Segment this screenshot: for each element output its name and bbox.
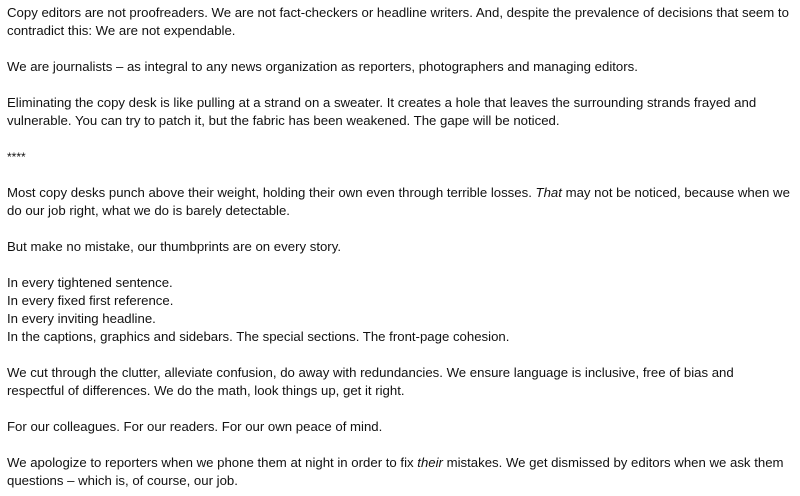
list-block bbox=[7, 274, 800, 346]
paragraph-clutter: We cut through the clutter, alleviate confusion, do away with redundancies. We ensure language is inclusive, free of bias and respectful of differences. We do the math, look things up, get it right. bbox=[7, 365, 734, 398]
paragraph-colleagues: For our colleagues. For our readers. For our own peace of mind. bbox=[7, 419, 383, 434]
paragraph-apologize bbox=[7, 454, 800, 490]
paragraph-apologize-start: We apologize to reporters when we phone them at night in order to fix bbox=[7, 455, 418, 470]
list-line: In the captions, graphics and sidebars. The special sections. The front-page cohesion. bbox=[7, 329, 510, 344]
paragraph-copy-desks-end: may not be noticed, because when we do our job right, what we do is barely detectable. bbox=[7, 185, 790, 218]
paragraph-journalists: We are journalists – as integral to any news organization as reporters, photographers and managing editors. bbox=[7, 59, 638, 74]
paragraph-copy-desks-start: Most copy desks punch above their weight, holding their own even through terrible losses. bbox=[7, 185, 536, 200]
list-line: In every inviting headline. bbox=[7, 311, 156, 326]
paragraph-apologize-end: mistakes. We get dismissed by editors when we ask them questions – which is, of course, our job. bbox=[7, 455, 784, 488]
list-line: In every fixed first reference. bbox=[7, 293, 174, 308]
paragraph-intro: Copy editors are not proofreaders. We are not fact-checkers or headline writers. And, despite the prevalence of decisions that seem to contradict this: We are not expendable. bbox=[7, 5, 789, 38]
paragraph-thumbprints: But make no mistake, our thumbprints are on every story. bbox=[7, 239, 341, 254]
italic-their: their bbox=[417, 455, 443, 470]
paragraph-sweater: Eliminating the copy desk is like pulling at a strand on a sweater. It creates a hole that leaves the surrounding strands frayed and vulnerable. You can try to patch it, but the fabric has been weakened. The gape will be noticed. bbox=[7, 95, 757, 128]
paragraph-copy-desks bbox=[7, 184, 800, 220]
list-line: In every tightened sentence. bbox=[7, 275, 173, 290]
section-separator: **** bbox=[7, 150, 26, 164]
italic-that: That bbox=[535, 185, 562, 200]
